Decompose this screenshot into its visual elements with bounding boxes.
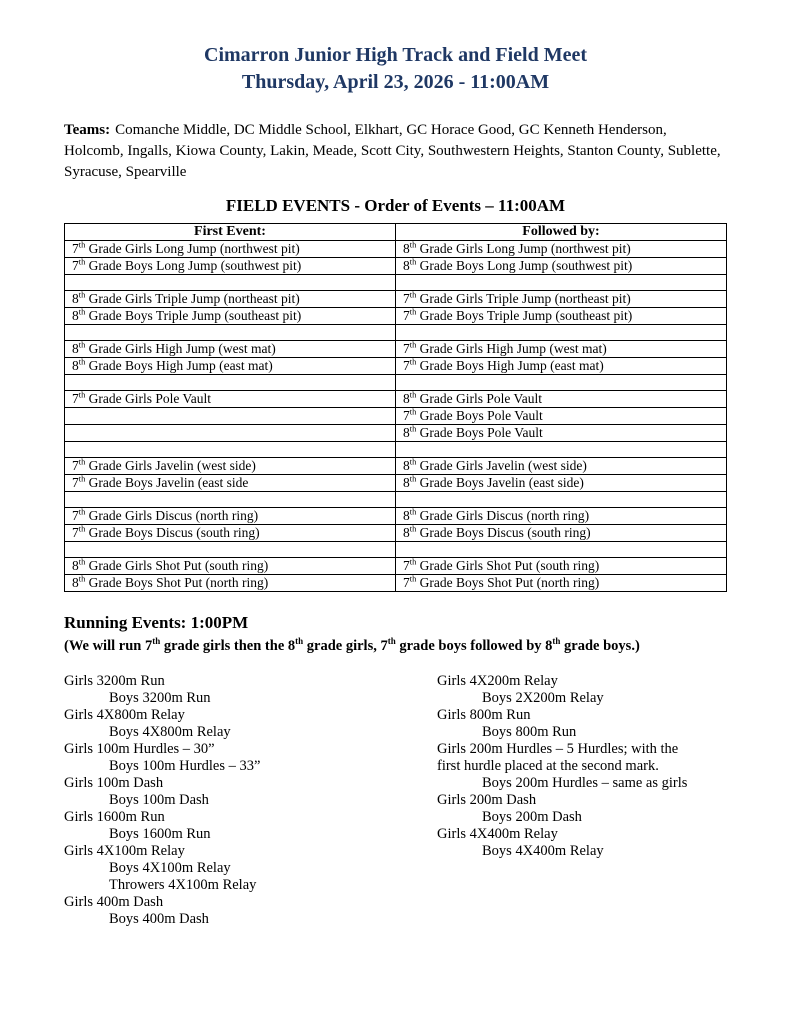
running-event: Boys 4X100m Relay [109,860,231,876]
first-event-cell [65,542,396,558]
running-event: Girls 800m Run [437,707,531,723]
running-events-left-column [64,673,437,928]
first-event-cell [65,425,396,442]
running-event: Girls 4X400m Relay [437,826,558,842]
first-event-cell: 7th Grade Boys Long Jump (southwest pit) [65,258,396,275]
column-header-followed-by: Followed by: [396,224,727,241]
table-header-row [65,224,727,241]
field-event-row [65,475,727,492]
followed-by-cell: 7th Grade Girls Shot Put (south ring) [396,558,727,575]
running-event: Girls 4X800m Relay [64,707,185,723]
column-header-first-event: First Event: [65,224,396,241]
first-event-cell [65,275,396,291]
followed-by-cell [396,325,727,341]
followed-by-cell [396,442,727,458]
followed-by-cell: 7th Grade Girls High Jump (west mat) [396,341,727,358]
running-event: first hurdle placed at the second mark. [437,758,659,774]
followed-by-cell: 7th Grade Boys Pole Vault [396,408,727,425]
running-event: Boys 1600m Run [109,826,211,842]
followed-by-cell: 7th Grade Girls Triple Jump (northeast pit) [396,291,727,308]
field-events-table [64,223,727,592]
field-event-row [65,341,727,358]
field-event-row [65,508,727,525]
followed-by-cell: 8th Grade Boys Javelin (east side) [396,475,727,492]
running-event: Girls 4X200m Relay [437,673,558,689]
running-event: Boys 200m Hurdles – same as girls [482,775,688,791]
teams-paragraph [64,120,727,183]
field-event-row [65,408,727,425]
spacer-row [65,275,727,291]
field-event-row [65,558,727,575]
running-event: Throwers 4X100m Relay [109,877,257,893]
running-event: Girls 200m Hurdles – 5 Hurdles; with the [437,741,679,757]
first-event-cell: 7th Grade Girls Long Jump (northwest pit) [65,241,396,258]
meet-title: Cimarron Junior High Track and Field Meet [204,44,587,66]
first-event-cell [65,492,396,508]
running-event: Girls 100m Dash [64,775,164,791]
field-event-row [65,258,727,275]
running-events-heading: Running Events: 1:00PM [64,613,249,632]
running-events-note: (We will run 7th grade girls then the 8th grade girls, 7th grade boys followed by 8th grade boys.) [64,636,640,654]
followed-by-cell: 8th Grade Boys Pole Vault [396,425,727,442]
spacer-row [65,375,727,391]
running-event: Girls 400m Dash [64,894,164,910]
field-event-row [65,391,727,408]
first-event-cell: 8th Grade Boys Shot Put (north ring) [65,575,396,592]
running-event: Boys 400m Dash [109,911,209,927]
document-header [64,42,727,96]
field-event-row [65,525,727,542]
running-event: Boys 800m Run [482,724,577,740]
first-event-cell: 7th Grade Girls Javelin (west side) [65,458,396,475]
followed-by-cell [396,375,727,391]
field-event-row [65,358,727,375]
followed-by-cell: 8th Grade Girls Javelin (west side) [396,458,727,475]
running-event: Boys 100m Hurdles – 33” [109,758,261,774]
first-event-cell: 8th Grade Boys Triple Jump (southeast pit) [65,308,396,325]
first-event-cell [65,408,396,425]
followed-by-cell: 8th Grade Girls Pole Vault [396,391,727,408]
running-event: Boys 3200m Run [109,690,211,706]
first-event-cell: 8th Grade Girls Triple Jump (northeast pit) [65,291,396,308]
first-event-cell: 7th Grade Boys Discus (south ring) [65,525,396,542]
field-event-row [65,241,727,258]
followed-by-cell [396,275,727,291]
first-event-cell: 8th Grade Girls High Jump (west mat) [65,341,396,358]
field-events-heading: FIELD EVENTS - Order of Events – 11:00AM [225,196,566,215]
followed-by-cell: 8th Grade Boys Discus (south ring) [396,525,727,542]
running-event: Boys 4X400m Relay [482,843,604,859]
running-event: Boys 200m Dash [482,809,582,825]
field-event-row [65,308,727,325]
field-event-row [65,291,727,308]
first-event-cell: 8th Grade Boys High Jump (east mat) [65,358,396,375]
first-event-cell: 7th Grade Girls Pole Vault [65,391,396,408]
meet-date-time: Thursday, April 23, 2026 - 11:00AM [241,71,550,93]
first-event-cell: 8th Grade Girls Shot Put (south ring) [65,558,396,575]
running-event: Boys 4X800m Relay [109,724,231,740]
running-event: Girls 200m Dash [437,792,537,808]
first-event-cell [65,375,396,391]
running-events-right-column [437,673,727,928]
running-event: Boys 2X200m Relay [482,690,604,706]
spacer-row [65,442,727,458]
followed-by-cell: 7th Grade Boys Shot Put (north ring) [396,575,727,592]
followed-by-cell: 8th Grade Girls Discus (north ring) [396,508,727,525]
teams-list: Comanche Middle, DC Middle School, Elkhart, GC Horace Good, GC Kenneth Henderson, Holcomb, Ingalls, Kiowa County, Lakin, Meade, Scott City, Southwestern Heights, Stanton County, Sublette, Syracuse, Spearville [64,122,721,180]
first-event-cell: 7th Grade Boys Javelin (east side [65,475,396,492]
running-event: Girls 1600m Run [64,809,165,825]
first-event-cell: 7th Grade Girls Discus (north ring) [65,508,396,525]
followed-by-cell [396,492,727,508]
followed-by-cell: 8th Grade Girls Long Jump (northwest pit) [396,241,727,258]
first-event-cell [65,442,396,458]
first-event-cell [65,325,396,341]
running-event: Girls 3200m Run [64,673,165,689]
field-event-row [65,458,727,475]
field-event-row [65,575,727,592]
running-event: Boys 100m Dash [109,792,209,808]
teams-label: Teams: [64,122,111,138]
followed-by-cell [396,542,727,558]
running-event: Girls 4X100m Relay [64,843,185,859]
followed-by-cell: 8th Grade Boys Long Jump (southwest pit) [396,258,727,275]
running-events-lists [64,673,727,928]
spacer-row [65,492,727,508]
field-event-row [65,425,727,442]
spacer-row [65,542,727,558]
followed-by-cell: 7th Grade Boys Triple Jump (southeast pit) [396,308,727,325]
followed-by-cell: 7th Grade Boys High Jump (east mat) [396,358,727,375]
running-event: Girls 100m Hurdles – 30” [64,741,215,757]
spacer-row [65,325,727,341]
